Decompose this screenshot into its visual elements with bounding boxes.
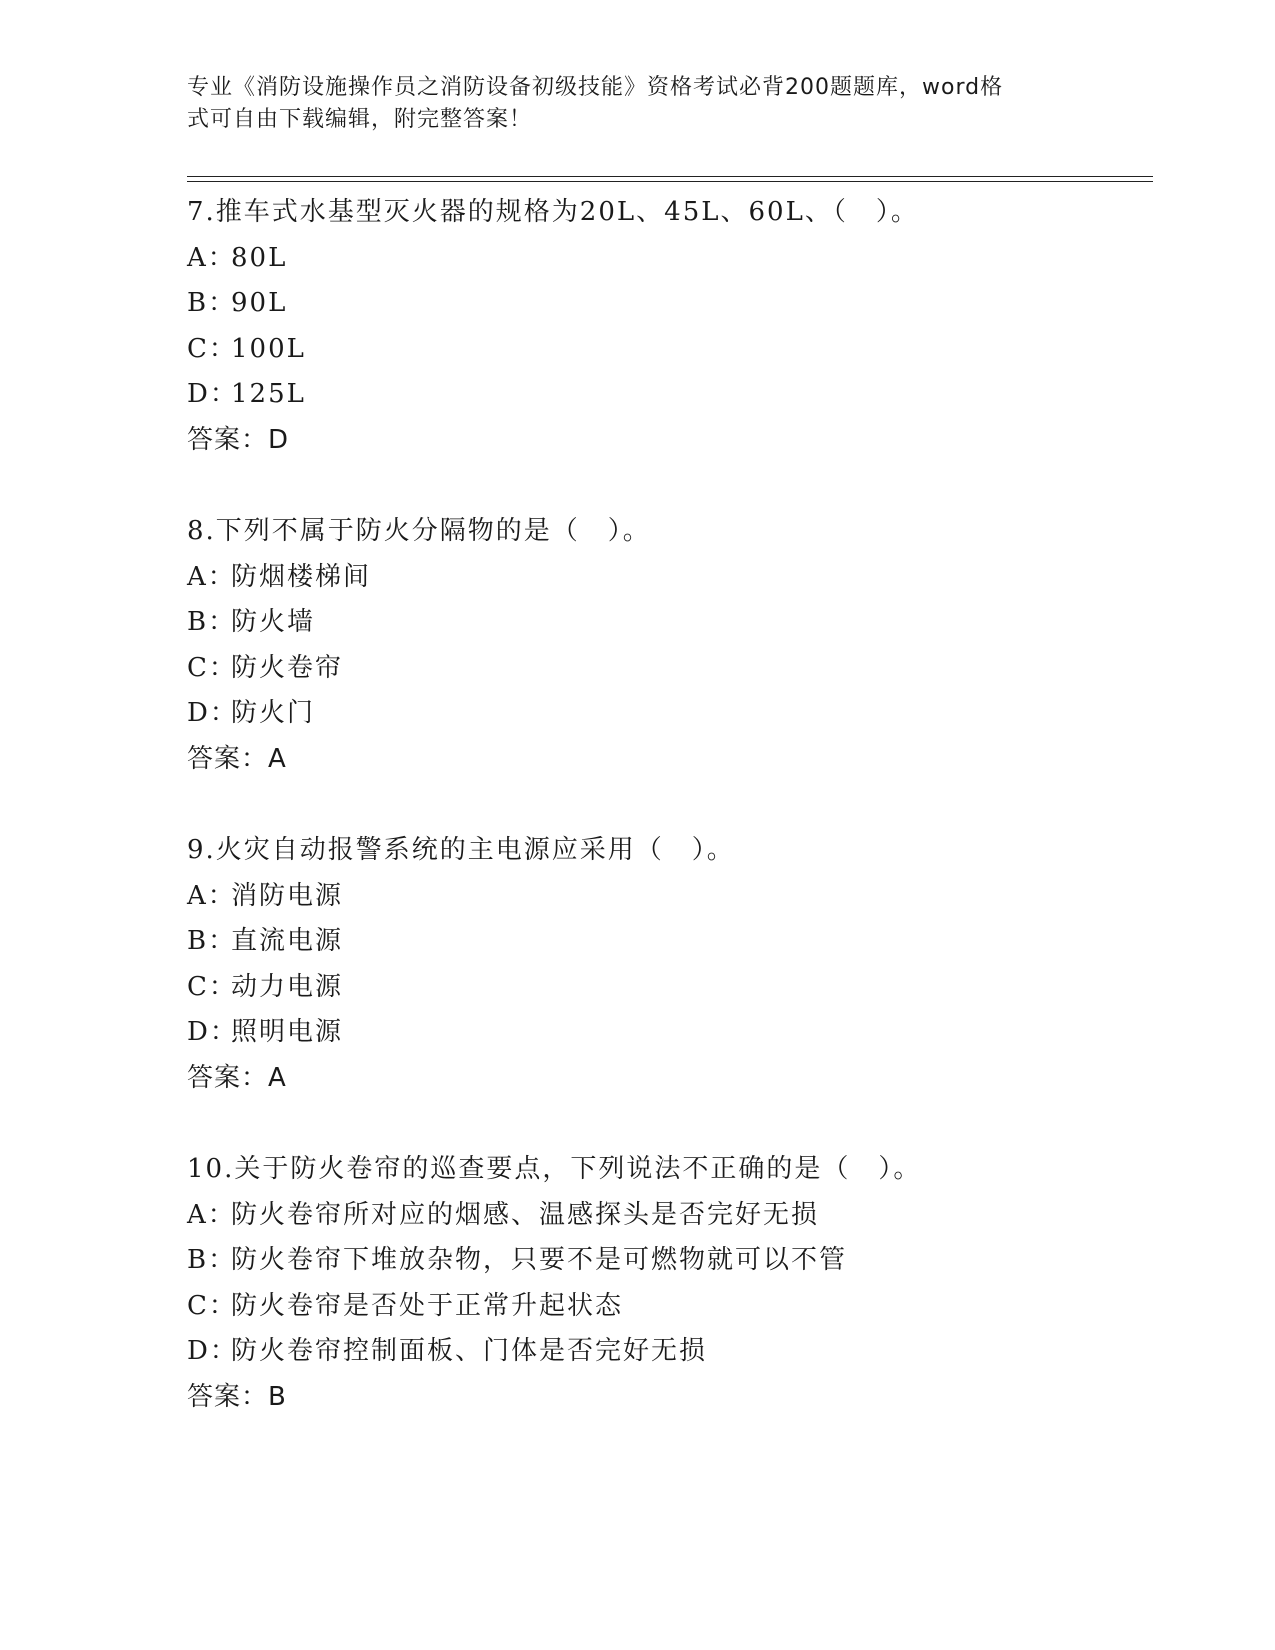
- answer-line: 答案：B: [187, 1381, 287, 1412]
- option-text: 防火卷帘所对应的烟感、温感探头是否完好无损: [231, 1199, 820, 1230]
- question-stem: 7.推车式水基型灭火器的规格为20L、45L、60L、（ ）。: [187, 197, 919, 227]
- option-text: 照明电源: [231, 1017, 344, 1047]
- option-key: A：: [187, 880, 236, 911]
- option-c: [187, 1284, 1157, 1330]
- document-header: [187, 72, 1067, 136]
- header-line-1: 专业《消防设施操作员之消防设备初级技能》资格考试必背200题题库，word格: [187, 75, 1004, 100]
- option-d: [187, 1010, 1157, 1056]
- option-text: 90L: [231, 288, 288, 318]
- option-key: D：: [187, 1017, 238, 1047]
- option-key: A：: [187, 561, 236, 592]
- option-key: B：: [187, 1245, 237, 1275]
- option-d: [187, 691, 1157, 737]
- option-c: [187, 327, 1157, 373]
- header-rule-bottom: [187, 181, 1153, 182]
- option-text: 防火墙: [231, 607, 316, 637]
- option-b: [187, 281, 1157, 327]
- question-10: [187, 1147, 1157, 1420]
- option-text: 125L: [231, 379, 306, 409]
- option-text: 防烟楼梯间: [231, 561, 372, 592]
- option-b: [187, 600, 1157, 646]
- option-key: B：: [187, 288, 237, 318]
- question-stem: 8.下列不属于防火分隔物的是（ ）。: [187, 516, 651, 546]
- option-text: 防火卷帘是否处于正常升起状态: [231, 1290, 624, 1321]
- option-text: 动力电源: [231, 971, 344, 1002]
- option-text: 防火门: [231, 698, 316, 728]
- option-b: [187, 919, 1157, 965]
- option-key: C：: [187, 971, 237, 1002]
- answer-line: 答案：D: [187, 424, 290, 455]
- option-d: [187, 372, 1157, 418]
- question-9: [187, 828, 1157, 1101]
- option-key: D：: [187, 1336, 238, 1366]
- option-key: C：: [187, 1290, 237, 1321]
- option-key: C：: [187, 652, 237, 683]
- option-text: 防火卷帘: [231, 652, 344, 683]
- answer-line: 答案：A: [187, 743, 287, 774]
- option-a: [187, 555, 1157, 601]
- option-d: [187, 1329, 1157, 1375]
- option-key: A：: [187, 242, 236, 273]
- option-c: [187, 646, 1157, 692]
- header-rule-top: [187, 176, 1153, 177]
- question-list: [187, 190, 1157, 1466]
- option-key: A：: [187, 1199, 236, 1230]
- option-text: 消防电源: [231, 880, 344, 911]
- option-b: [187, 1238, 1157, 1284]
- option-key: C：: [187, 333, 237, 364]
- option-key: D：: [187, 698, 238, 728]
- header-line-2: 式可自由下载编辑，附完整答案！: [187, 107, 533, 132]
- option-a: [187, 236, 1157, 282]
- option-text: 直流电源: [231, 926, 344, 956]
- answer-line: 答案：A: [187, 1062, 287, 1093]
- option-a: [187, 1193, 1157, 1239]
- option-key: B：: [187, 926, 237, 956]
- question-stem: 10.关于防火卷帘的巡查要点，下列说法不正确的是（ ）。: [187, 1154, 922, 1184]
- option-text: 100L: [231, 333, 306, 364]
- option-key: B：: [187, 607, 237, 637]
- question-stem: 9.火灾自动报警系统的主电源应采用（ ）。: [187, 835, 735, 865]
- option-a: [187, 874, 1157, 920]
- option-key: D：: [187, 379, 238, 409]
- question-7: [187, 190, 1157, 463]
- option-c: [187, 965, 1157, 1011]
- option-text: 防火卷帘控制面板、门体是否完好无损: [231, 1336, 708, 1366]
- option-text: 防火卷帘下堆放杂物，只要不是可燃物就可以不管: [231, 1245, 848, 1275]
- option-text: 80L: [231, 242, 288, 273]
- question-8: [187, 509, 1157, 782]
